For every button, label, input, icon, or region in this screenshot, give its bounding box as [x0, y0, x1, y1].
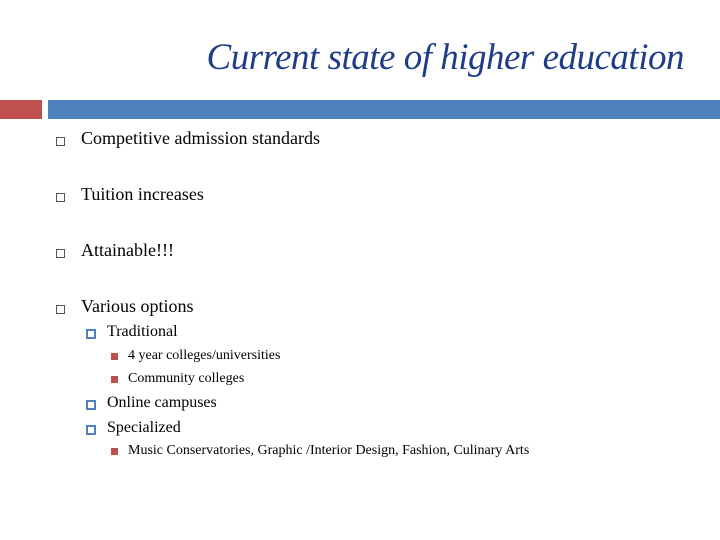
slide-title: Current state of higher education	[206, 37, 684, 78]
bullet-tuition-increases: Tuition increases	[81, 184, 204, 204]
title-accent-bar-red	[0, 100, 42, 119]
bullet-competitive-admission: Competitive admission standards	[81, 128, 320, 148]
hollow-square-bullet-icon	[56, 193, 65, 202]
red-square-bullet-icon	[111, 448, 118, 455]
hollow-square-bullet-icon	[56, 249, 65, 258]
specialized-item-list: Music Conservatories, Graphic /Interior Design, Fashion, Culinary Arts	[128, 443, 530, 458]
traditional-item-community: Community colleges	[128, 371, 245, 386]
option-traditional: Traditional	[107, 323, 178, 340]
red-square-bullet-icon	[111, 353, 118, 360]
bullet-attainable: Attainable!!!	[81, 240, 174, 260]
bullet-various-options: Various options	[81, 296, 194, 316]
option-online-campuses: Online campuses	[107, 394, 217, 411]
title-accent-bar-blue	[48, 100, 720, 119]
blue-square-bullet-icon	[86, 400, 96, 410]
traditional-item-4-year: 4 year colleges/universities	[128, 348, 281, 363]
blue-square-bullet-icon	[86, 329, 96, 339]
option-specialized: Specialized	[107, 419, 181, 436]
hollow-square-bullet-icon	[56, 305, 65, 314]
blue-square-bullet-icon	[86, 425, 96, 435]
hollow-square-bullet-icon	[56, 137, 65, 146]
red-square-bullet-icon	[111, 376, 118, 383]
